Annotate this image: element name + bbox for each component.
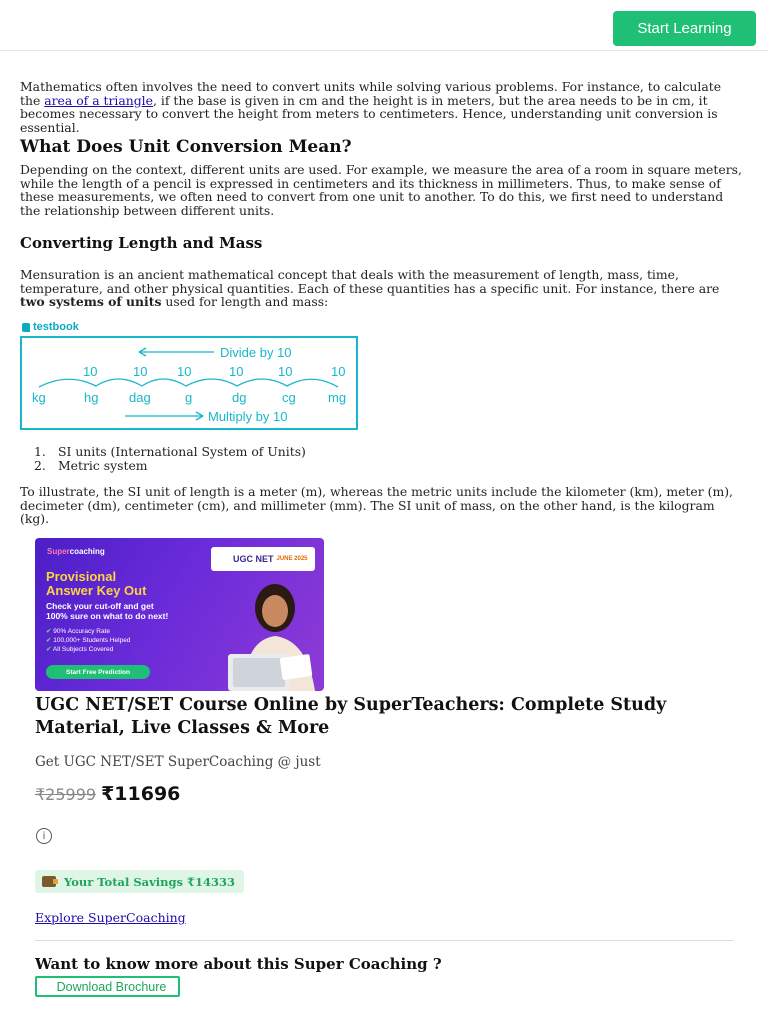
multiply-label: Multiply by 10	[208, 409, 288, 424]
area-of-triangle-link[interactable]: area of a triangle	[44, 92, 153, 108]
banner-bullets	[46, 627, 130, 654]
factor-label-4: 10	[229, 364, 244, 379]
old-price: ₹25999	[35, 785, 97, 804]
factor-label-6: 10	[331, 364, 346, 379]
course-price	[35, 783, 180, 805]
list-item	[34, 459, 306, 473]
conversion-diagram-svg	[22, 338, 356, 428]
banner-bullet: ✔ 90% Accuracy Rate	[46, 627, 130, 636]
testbook-logo-text: testbook	[33, 321, 79, 333]
testbook-logo-icon	[22, 323, 30, 332]
unit-label-cg: cg	[282, 390, 296, 405]
intro-paragraph	[20, 80, 744, 134]
mensuration-text: Mensuration is an ancient mathematical concept that deals with the measurement of length, mass, time, temperature, and other physical quantities. Each of these quantities has a specific unit. For instance, there are	[20, 267, 720, 296]
section-heading-unit-conversion: What Does Unit Conversion Mean?	[20, 137, 352, 157]
course-title: UGC NET/SET Course Online by SuperTeachers: Complete Study Material, Live Classes & More	[35, 695, 667, 738]
unit-label-kg: kg	[32, 390, 46, 405]
illustrate-paragraph: To illustrate, the SI unit of length is a meter (m), whereas the metric units include the kilometer (km), meter (m), decimeter (dm), centimeter (cm), and millimeter (mm). The SI unit of mass, on the other hand, is the kilogram (kg).	[20, 484, 733, 527]
mensuration-text-end: used for length and mass:	[161, 294, 329, 310]
subtext-line-2: 100% sure on what to do next!	[46, 611, 169, 621]
start-learning-button[interactable]: Start Learning	[613, 11, 756, 46]
banner-bullet: ✔ All Subjects Covered	[46, 645, 130, 654]
want-to-know-heading: Want to know more about this Super Coaching ?	[35, 955, 442, 973]
badge-title: UGC NET	[233, 554, 274, 564]
unit-label-g: g	[185, 390, 193, 405]
factor-label-3: 10	[177, 364, 192, 379]
factor-label-1: 10	[83, 364, 98, 379]
section-heading-length-mass: Converting Length and Mass	[20, 234, 263, 252]
student-with-laptop-illustration	[223, 578, 323, 691]
divider	[35, 940, 734, 941]
divide-label: Divide by 10	[220, 345, 292, 360]
intro-text-after: , if the base is given in cm and the height is in meters, but the area needs to be in cm, it becomes necessary to convert the height from meters to centimeters. Hence, understanding unit conversion is essential.	[20, 92, 718, 135]
wallet-icon	[42, 876, 56, 887]
list-item-label: Metric system	[58, 457, 148, 473]
savings-badge	[35, 870, 244, 893]
conversion-arcs	[39, 379, 338, 387]
supercoaching-brand	[47, 547, 105, 556]
intro-text-before: Mathematics often involves the need to convert units while solving various problems. For instance, to calculate the	[20, 79, 722, 108]
info-icon[interactable]: i	[36, 828, 52, 844]
headline-line-2: Answer Key Out	[46, 583, 147, 598]
list-item	[34, 445, 306, 459]
unit-label-dag: dag	[129, 390, 151, 405]
unit-conversion-diagram	[20, 336, 358, 430]
start-free-prediction-button[interactable]: Start Free Prediction	[46, 665, 150, 679]
two-systems-bold: two systems of units	[20, 294, 162, 310]
testbook-logo	[22, 321, 79, 333]
course-subtitle: Get UGC NET/SET SuperCoaching @ just	[35, 754, 321, 770]
promo-banner-image[interactable]	[35, 538, 324, 691]
ugc-net-badge	[211, 547, 315, 571]
subtext-line-1: Check your cut-off and get	[46, 601, 154, 611]
banner-headline	[46, 570, 146, 598]
list-item-number: 2.	[34, 457, 46, 473]
explore-supercoaching-link[interactable]: Explore SuperCoaching	[35, 910, 186, 925]
factor-label-2: 10	[133, 364, 148, 379]
banner-subtext	[46, 601, 168, 621]
unit-label-mg: mg	[328, 390, 347, 405]
list-item-number: 1.	[34, 444, 46, 459]
unit-label-dg: dg	[232, 390, 247, 405]
list-item-label: SI units (International System of Units)	[58, 444, 306, 459]
banner-bullet: ✔ 100,000+ Students Helped	[46, 636, 130, 645]
download-brochure-button[interactable]: Download Brochure	[35, 976, 180, 997]
savings-text: Your Total Savings ₹14333	[64, 874, 236, 889]
brand-prefix: Super	[47, 547, 70, 556]
unit-label-hg: hg	[84, 390, 99, 405]
top-bar	[0, 0, 768, 51]
factor-label-5: 10	[278, 364, 293, 379]
mensuration-paragraph	[20, 268, 744, 309]
headline-line-1: Provisional	[46, 569, 117, 584]
brand-suffix: coaching	[69, 547, 105, 556]
unit-systems-list	[34, 445, 306, 472]
new-price: ₹11696	[101, 783, 181, 805]
unit-conversion-paragraph: Depending on the context, different units are used. For example, we measure the area of a room in square meters, while the length of a pencil is expressed in centimeters and its thickness in millimeters. Thus, to make sense of these measurements, we often need to convert from one unit to another. To do this, we first need to understand the relationship between different units.	[20, 162, 742, 218]
badge-subtitle: JUNE 2025	[276, 556, 308, 562]
